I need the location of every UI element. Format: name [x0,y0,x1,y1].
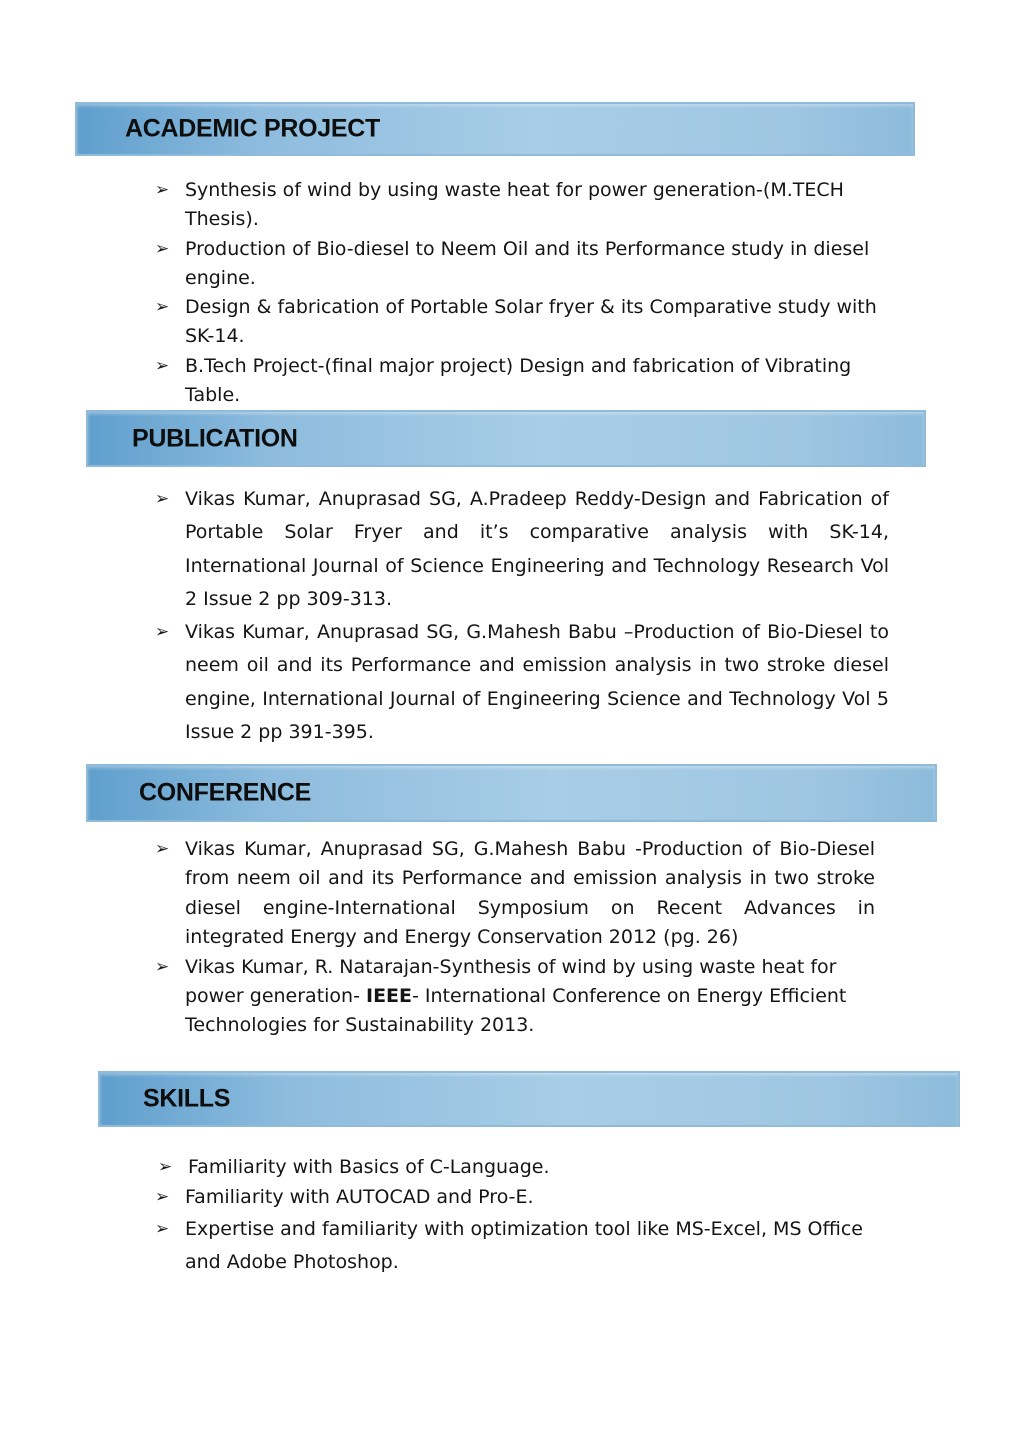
section-title-skills: SKILLS [143,1084,231,1113]
ieee-emphasis: IEEE [366,985,413,1008]
arrow-bullet-icon: ➢ [158,1157,173,1177]
academic-project-list [155,176,895,410]
arrow-bullet-icon: ➢ [155,956,170,977]
arrow-bullet-icon: ➢ [155,180,170,200]
list-item: ➢ Familiarity with AUTOCAD and Pro-E. [185,1182,895,1212]
section-header-conference [86,764,937,822]
arrow-bullet-icon: ➢ [155,355,170,376]
arrow-bullet-icon: ➢ [155,622,170,643]
list-item: ➢ B.Tech Project-(final major project) Design and fabrication of Vibrating Table. [185,352,895,411]
list-item: ➢ Vikas Kumar, Anuprasad SG, A.Pradeep Reddy-Design and Fabrication of Portable Solar Fryer and it’s comparative analysis with SK-14, International Journal of Science Engineering and Technology Research Vol 2 Issue 2 pp 309-313. [185,483,889,616]
arrow-bullet-icon: ➢ [155,297,170,318]
arrow-bullet-icon: ➢ [155,1187,170,1207]
list-item: ➢ Familiarity with Basics of C-Language. [185,1152,895,1182]
section-header-academic-project [75,102,915,156]
arrow-bullet-icon: ➢ [155,1219,170,1239]
publication-list [155,483,889,749]
skills-list [155,1152,895,1279]
list-item: ➢ Expertise and familiarity with optimization tool like MS-Excel, MS Office and Adobe Photoshop. [185,1213,895,1279]
section-title-academic-project: ACADEMIC PROJECT [125,114,380,143]
list-item: ➢ Vikas Kumar, Anuprasad SG, G.Mahesh Babu -Production of Bio-Diesel from neem oil and its Performance and emission analysis in two stroke diesel engine-International Symposium on Recent Advances in integrated Energy and Energy Conservation 2012 (pg. 26) [185,835,875,953]
list-item: ➢ Production of Bio-diesel to Neem Oil and its Performance study in diesel engine. [185,235,895,294]
list-item: ➢ Design & fabrication of Portable Solar fryer & its Comparative study with SK-14. [185,293,895,352]
list-item: ➢ Synthesis of wind by using waste heat for power generation-(M.TECH Thesis). [185,176,895,235]
section-title-conference: CONFERENCE [139,778,312,807]
list-item: ➢ Vikas Kumar, R. Natarajan-Synthesis of wind by using waste heat for power generation- IEEE- International Conference on Energy Efficient Technologies for Sustainability 2013. [185,953,875,1041]
arrow-bullet-icon: ➢ [155,489,170,509]
arrow-bullet-icon: ➢ [155,839,170,859]
conference-list [155,835,875,1041]
section-title-publication: PUBLICATION [132,424,298,452]
section-header-publication [86,410,926,467]
arrow-bullet-icon: ➢ [155,238,170,259]
section-header-skills [98,1071,960,1127]
list-item: ➢ Vikas Kumar, Anuprasad SG, G.Mahesh Babu –Production of Bio-Diesel to neem oil and its Performance and emission analysis in two stroke diesel engine, International Journal of Engineering Science and Technology Vol 5 Issue 2 pp 391-395. [185,616,889,749]
